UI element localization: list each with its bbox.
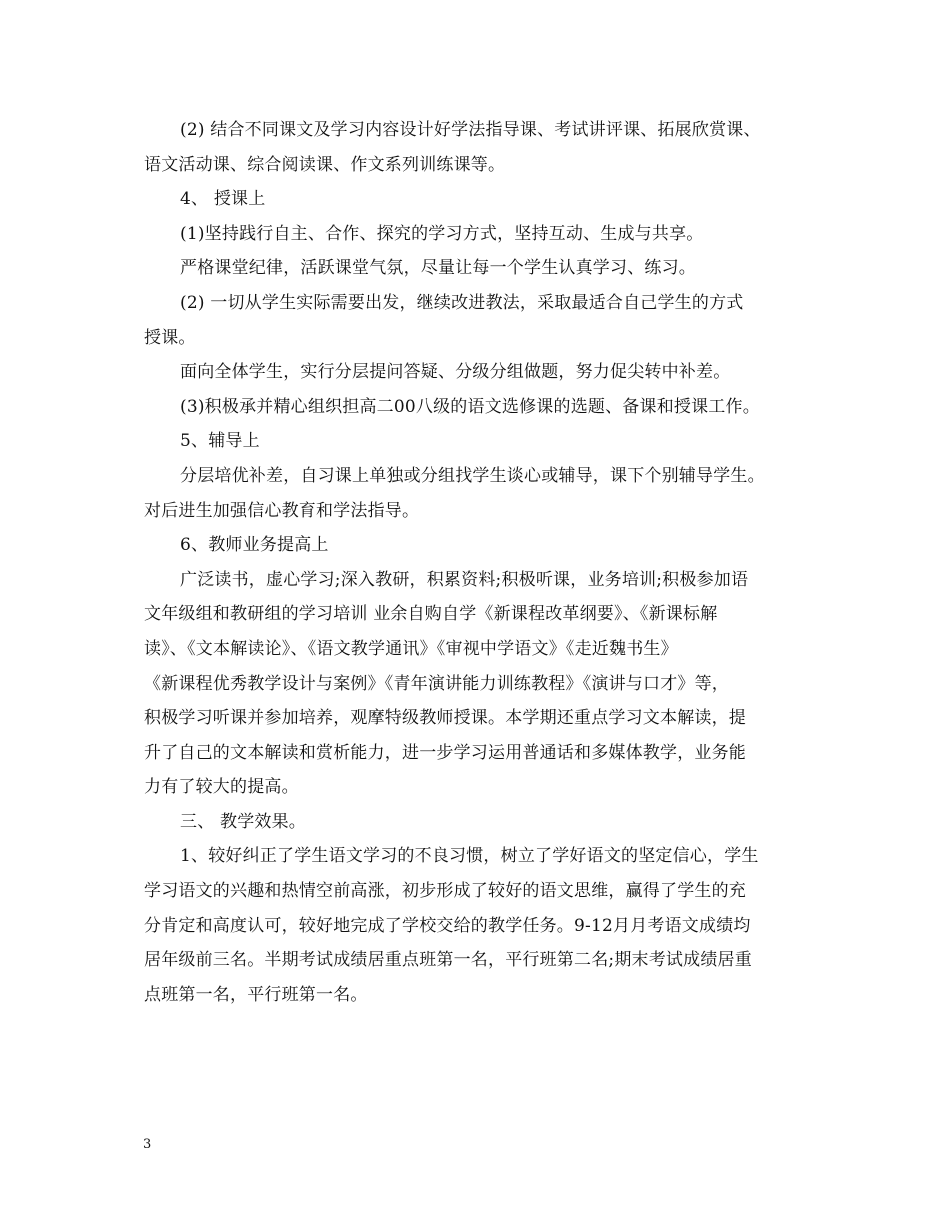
text-line: 广泛读书，虚心学习;深入教研，积累资料;积极听课，业务培训;积极参加语 — [180, 569, 749, 590]
section-heading: 4、 授课上 — [180, 189, 266, 210]
body-text — [144, 113, 814, 1012]
text-line: 文年级组和教研组的学习培训 业余自购自学《新课程改革纲要》、《新课标解 — [144, 604, 718, 625]
text-line: 分层培优补差，自习课上单独或分组找学生谈心或辅导，课下个别辅导学生。 — [180, 465, 765, 486]
section-heading: 5、辅导上 — [180, 431, 260, 452]
text-line: 读》、《文本解读论》、《语文教学通讯》《审视中学语文》《走近魏书生》 — [144, 638, 678, 659]
text-line: 严格课堂纪律，活跃课堂气氛，尽量让每一个学生认真学习、练习。 — [180, 258, 696, 279]
text-line: 力有了较大的提高。 — [144, 777, 299, 798]
section-heading: 6、教师业务提高上 — [180, 535, 329, 556]
text-line: 点班第一名，平行班第一名。 — [144, 984, 368, 1005]
text-line: 1、较好纠正了学生语文学习的不良习惯，树立了学好语文的坚定信心，学生 — [180, 846, 759, 867]
text-line: 面向全体学生，实行分层提问答疑、分级分组做题，努力促尖转中补差。 — [180, 362, 731, 383]
text-line: 学习语文的兴趣和热情空前高涨，初步形成了较好的语文思维，赢得了学生的充 — [144, 881, 746, 902]
section-heading: 三、 教学效果。 — [180, 811, 307, 832]
text-line: 授课。 — [144, 327, 196, 348]
text-line: 分肯定和高度认可，较好地完成了学校交给的教学任务。9-12月月考语文成绩均 — [144, 915, 751, 936]
text-line: (1)坚持践行自主、合作、探究的学习方式，坚持互动、生成与共享。 — [180, 223, 704, 244]
text-line: 语文活动课、综合阅读课、作文系列训练课等。 — [144, 154, 506, 175]
text-line: (2) 一切从学生实际需要出发，继续改进教法，采取最适合自己学生的方式 — [180, 292, 744, 313]
text-line: 积极学习听课并参加培养，观摩特级教师授课。本学期还重点学习文本解读，提 — [144, 708, 746, 729]
text-line: 居年级前三名。半期考试成绩居重点班第一名，平行班第二名;期末考试成绩居重 — [144, 950, 752, 971]
text-line: 《新课程优秀教学设计与案例》《青年演讲能力训练教程》《演讲与口才》等， — [144, 673, 729, 694]
text-line: (3)积极承并精心组织担高二00八级的语文选修课的选题、备课和授课工作。 — [180, 396, 760, 417]
text-line: 升了自己的文本解读和赏析能力，进一步学习运用普通话和多媒体教学，业务能 — [144, 742, 746, 763]
page-number: 3 — [143, 1137, 152, 1152]
text-line: 对后进生加强信心教育和学法指导。 — [144, 500, 420, 521]
text-line: (2) 结合不同课文及学习内容设计好学法指导课、考试讲评课、拓展欣赏课、 — [180, 120, 761, 140]
